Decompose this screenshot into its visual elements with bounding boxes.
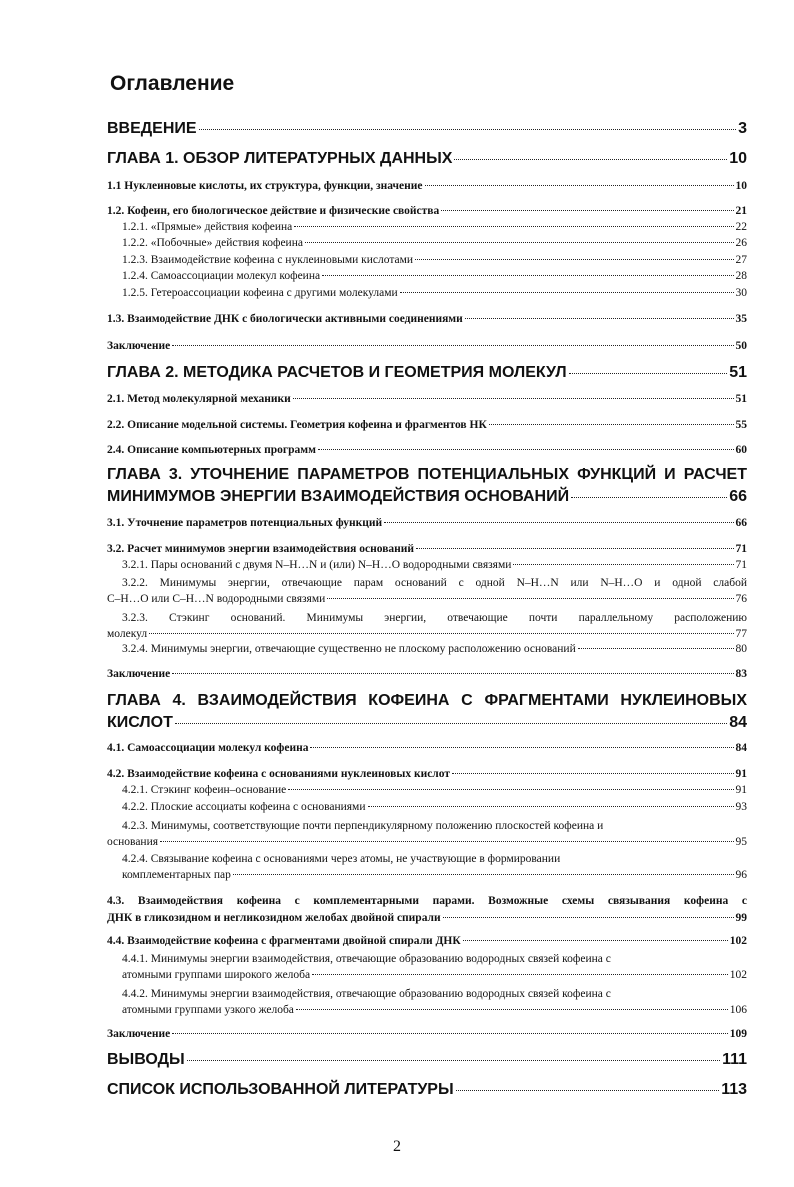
toc-entry-label-line2: комплементарных пар — [122, 869, 231, 881]
dot-leader — [172, 673, 733, 674]
toc-entry-label-line2: ДНК в гликозидном и негликозидном желобах двойной спирали — [107, 912, 441, 924]
toc-entry-page: 71 — [735, 543, 747, 555]
toc-entry-4-3[interactable] — [107, 893, 747, 927]
dot-leader — [172, 345, 733, 346]
toc-entry-label: 3.1. Уточнение параметров потенциальных функций — [107, 517, 383, 529]
toc-entry-label: Заключение — [107, 668, 171, 680]
toc-entry-page: 113 — [721, 1081, 747, 1098]
toc-entry-label: 1.2.3. Взаимодействие кофеина с нуклеиновыми кислотами — [122, 254, 414, 266]
dot-leader — [454, 159, 727, 160]
toc-entry-page: 27 — [735, 254, 747, 266]
dot-leader — [578, 648, 734, 649]
toc-entry-label: ГЛАВА 1. ОБЗОР ЛИТЕРАТУРНЫХ ДАННЫХ — [107, 150, 453, 167]
toc-entry-label: Заключение — [107, 340, 171, 352]
toc-entry-page: 22 — [735, 221, 747, 233]
dot-leader — [456, 1090, 720, 1091]
dot-leader — [149, 633, 733, 634]
toc-entry-4-4-1[interactable] — [122, 951, 747, 983]
dot-leader — [199, 129, 737, 130]
toc-entry-3-2-2[interactable] — [107, 575, 747, 607]
toc-entry-label: 4.2. Взаимодействие кофеина с основаниями нуклеиновых кислот — [107, 768, 451, 780]
toc-entry-page: 28 — [735, 270, 747, 282]
dot-leader — [441, 210, 733, 211]
dot-leader — [368, 806, 734, 807]
toc-entry-page: 109 — [729, 1028, 747, 1040]
dot-leader — [569, 373, 728, 374]
dot-leader — [425, 185, 734, 186]
toc-entry-label-line2: МИНИМУМОВ ЭНЕРГИИ ВЗАИМОДЕЙСТВИЯ ОСНОВАНИЙ — [107, 488, 570, 505]
toc-entry-1-2-3[interactable] — [122, 254, 747, 266]
toc-entry-4-4-2[interactable] — [122, 986, 747, 1018]
toc-entry-conclusions[interactable] — [107, 1051, 747, 1069]
toc-entry-page: 111 — [722, 1051, 747, 1068]
toc-entry-page: 51 — [735, 393, 747, 405]
dot-leader — [443, 917, 734, 918]
page-number: 2 — [393, 1138, 401, 1155]
toc-entry-label: 4.4. Взаимодействие кофеина с фрагментами двойной спирали ДНК — [107, 935, 461, 947]
toc-entry-label-line1: 4.3. Взаимодействия кофеина с комплементарными парами. Возможные схемы связывания кофеина с — [107, 895, 747, 907]
toc-entry-page: 21 — [735, 205, 747, 217]
toc-entry-label: ВВЕДЕНИЕ — [107, 120, 197, 137]
dot-leader — [416, 548, 733, 549]
toc-entry-page: 71 — [735, 559, 747, 571]
toc-entry-page: 95 — [735, 836, 747, 848]
toc-entry-references[interactable] — [107, 1081, 747, 1099]
toc-entry-2-1[interactable] — [107, 393, 747, 405]
toc-entry-page: 66 — [729, 488, 747, 505]
toc-entry-label: ГЛАВА 2. МЕТОДИКА РАСЧЕТОВ И ГЕОМЕТРИЯ МОЛЕКУЛ — [107, 364, 567, 381]
dot-leader — [233, 874, 734, 875]
toc-entry-2-4[interactable] — [107, 444, 747, 456]
toc-entry-chapter-3[interactable] — [107, 464, 747, 508]
dot-leader — [187, 1060, 720, 1061]
dot-leader — [571, 497, 727, 498]
toc-entry-chapter-2[interactable] — [107, 364, 747, 382]
toc-entry-label: СПИСОК ИСПОЛЬЗОВАННОЙ ЛИТЕРАТУРЫ — [107, 1081, 454, 1098]
toc-entry-page: 30 — [735, 287, 747, 299]
toc-entry-label: 1.3. Взаимодействие ДНК с биологически активными соединениями — [107, 313, 463, 325]
toc-entry-page: 102 — [729, 935, 747, 947]
toc-entry-page: 60 — [735, 444, 747, 456]
toc-entry-page: 83 — [735, 668, 747, 680]
dot-leader — [312, 974, 728, 975]
dot-leader — [305, 242, 734, 243]
toc-entry-page: 91 — [735, 768, 747, 780]
dot-leader — [160, 841, 733, 842]
toc-entry-4-2-3[interactable] — [107, 818, 747, 850]
toc-entry-label: 4.2.2. Плоские ассоциаты кофеина с основаниями — [122, 801, 366, 813]
toc-entry-label-line1: ГЛАВА 4. ВЗАИМОДЕЙСТВИЯ КОФЕИНА С ФРАГМЕНТАМИ НУКЛЕИНОВЫХ — [107, 692, 747, 709]
toc-entry-chapter-4[interactable] — [107, 690, 747, 734]
toc-entry-page: 106 — [729, 1004, 747, 1016]
toc-entry-page: 96 — [735, 869, 747, 881]
dot-leader — [327, 598, 733, 599]
dot-leader — [288, 789, 733, 790]
toc-entry-label-line2: атомными группами широкого желоба — [122, 969, 311, 981]
toc-entry-label-line1: 3.2.2. Минимумы энергии, отвечающие парам оснований с одной N–H…N или N–H…O и одной слабой — [122, 577, 747, 589]
toc-entry-label: Заключение — [107, 1028, 171, 1040]
toc-entry-label: 1.1 Нуклеиновые кислоты, их структура, функции, значение — [107, 180, 423, 192]
toc-entry-label: ВЫВОДЫ — [107, 1051, 185, 1068]
toc-entry-label-line2: C–H…O или C–H…N водородными связями — [107, 593, 326, 605]
dot-leader — [489, 424, 734, 425]
dot-leader — [318, 449, 734, 450]
toc-entry-page: 35 — [735, 313, 747, 325]
toc-entry-1-2-2[interactable] — [122, 237, 747, 249]
toc-entry-page: 84 — [729, 714, 747, 731]
dot-leader — [384, 522, 733, 523]
toc-entry-label-line2: молекул — [107, 628, 148, 640]
toc-entry-label-line1: 4.2.3. Минимумы, соответствующие почти перпендикулярному положению плоскостей кофеина и — [122, 820, 604, 832]
toc-entry-page: 80 — [735, 643, 747, 655]
dot-leader — [294, 226, 733, 227]
dot-leader — [452, 773, 733, 774]
dot-leader — [513, 564, 733, 565]
toc-entry-label: 1.2.1. «Прямые» действия кофеина — [122, 221, 293, 233]
toc-entry-page: 77 — [735, 628, 747, 640]
dot-leader — [400, 292, 734, 293]
dot-leader — [310, 747, 733, 748]
toc-entry-label: 3.2.1. Пары оснований с двумя N–H…N и (или) N–H…O водородными связями — [122, 559, 512, 571]
toc-entry-page: 91 — [735, 784, 747, 796]
toc-entry-label: 2.4. Описание компьютерных программ — [107, 444, 316, 456]
toc-entry-1-2-4[interactable] — [122, 270, 747, 282]
toc-entry-4-4[interactable] — [107, 935, 747, 947]
toc-entry-label: 1.2.4. Самоассоциации молекул кофеина — [122, 270, 321, 282]
toc-entry-label-line1: 3.2.3. Стэкинг оснований. Минимумы энергии, отвечающие почти параллельному расположению — [122, 612, 747, 624]
toc-entry-4-2-1[interactable] — [122, 784, 747, 796]
toc-entry-page: 51 — [729, 364, 747, 381]
dot-leader — [322, 275, 733, 276]
toc-entry-label: 1.2.5. Гетероассоциации кофеина с другими молекулами — [122, 287, 398, 299]
toc-title: Оглавление — [110, 72, 235, 95]
toc-entry-4-1[interactable] — [107, 742, 747, 754]
toc-entry-3-2-3[interactable] — [107, 610, 747, 642]
toc-entry-label: 1.2. Кофеин, его биологическое действие и физические свойства — [107, 205, 440, 217]
dot-leader — [175, 723, 727, 724]
toc-entry-1-2-1[interactable] — [122, 221, 747, 233]
toc-entry-label-line2: КИСЛОТ — [107, 714, 173, 731]
toc-entry-page: 84 — [735, 742, 747, 754]
toc-entry-page: 55 — [735, 419, 747, 431]
toc-entry-label-line1: 4.2.4. Связывание кофеина с основаниями через атомы, не участвующие в формировании — [122, 853, 561, 865]
toc-entry-page: 3 — [738, 120, 747, 137]
toc-entry-chapter-1[interactable] — [107, 150, 747, 168]
toc-entry-3-2-1[interactable] — [122, 559, 747, 571]
toc-entry-1-2[interactable] — [107, 205, 747, 217]
toc-entry-label: 2.1. Метод молекулярной механики — [107, 393, 291, 405]
toc-entry-label: 3.2.4. Минимумы энергии, отвечающие существенно не плоскому расположению оснований — [122, 643, 576, 655]
toc-entry-1-2-5[interactable] — [122, 287, 747, 299]
toc-entry-intro[interactable] — [107, 120, 747, 138]
toc-entry-3-1[interactable] — [107, 517, 747, 529]
toc-entry-3-2-4[interactable] — [122, 643, 747, 655]
toc-entry-3-2[interactable] — [107, 543, 747, 555]
toc-entry-4-2-4[interactable] — [122, 851, 747, 883]
toc-entry-4-2[interactable] — [107, 768, 747, 780]
toc-entry-conclusion-3[interactable] — [107, 668, 747, 680]
toc-entry-page: 10 — [735, 180, 747, 192]
toc-entry-2-2[interactable] — [107, 419, 747, 431]
toc-entry-label: 2.2. Описание модельной системы. Геометрия кофеина и фрагментов НК — [107, 419, 487, 431]
toc-entry-label-line2: атомными группами узкого желоба — [122, 1004, 294, 1016]
dot-leader — [296, 1009, 728, 1010]
toc-entry-page: 50 — [735, 340, 747, 352]
dot-leader — [172, 1033, 728, 1034]
toc-entry-label-line2: основания — [107, 836, 159, 848]
toc-entry-page: 66 — [735, 517, 747, 529]
toc-entry-page: 10 — [729, 150, 747, 167]
toc-entry-label: 3.2. Расчет минимумов энергии взаимодействия оснований — [107, 543, 415, 555]
toc-entry-conclusion-4[interactable] — [107, 1028, 747, 1040]
toc-entry-4-2-2[interactable] — [122, 801, 747, 813]
toc-entry-label: 1.2.2. «Побочные» действия кофеина — [122, 237, 303, 249]
dot-leader — [463, 940, 728, 941]
toc-entry-label: 4.1. Самоассоциации молекул кофеина — [107, 742, 309, 754]
toc-entry-1-3[interactable] — [107, 313, 747, 325]
dot-leader — [465, 318, 734, 319]
dot-leader — [293, 398, 734, 399]
toc-entry-page: 99 — [735, 912, 747, 924]
toc-entry-label-line1: 4.4.2. Минимумы энергии взаимодействия, отвечающие образованию водородных связей кофеина с — [122, 988, 611, 1000]
toc-entry-page: 76 — [735, 593, 747, 605]
toc-entry-page: 26 — [735, 237, 747, 249]
toc-entry-label-line1: 4.4.1. Минимумы энергии взаимодействия, отвечающие образованию водородных связей кофеина с — [122, 953, 611, 965]
toc-entry-page: 93 — [735, 801, 747, 813]
toc-entry-page: 102 — [729, 969, 747, 981]
toc-entry-label: 4.2.1. Стэкинг кофеин–основание — [122, 784, 287, 796]
dot-leader — [415, 259, 733, 260]
toc-entry-conclusion-1[interactable] — [107, 340, 747, 352]
toc-entry-1-1[interactable] — [107, 180, 747, 192]
toc-entry-label-line1: ГЛАВА 3. УТОЧНЕНИЕ ПАРАМЕТРОВ ПОТЕНЦИАЛЬНЫХ ФУНКЦИЙ И РАСЧЕТ — [107, 466, 747, 483]
